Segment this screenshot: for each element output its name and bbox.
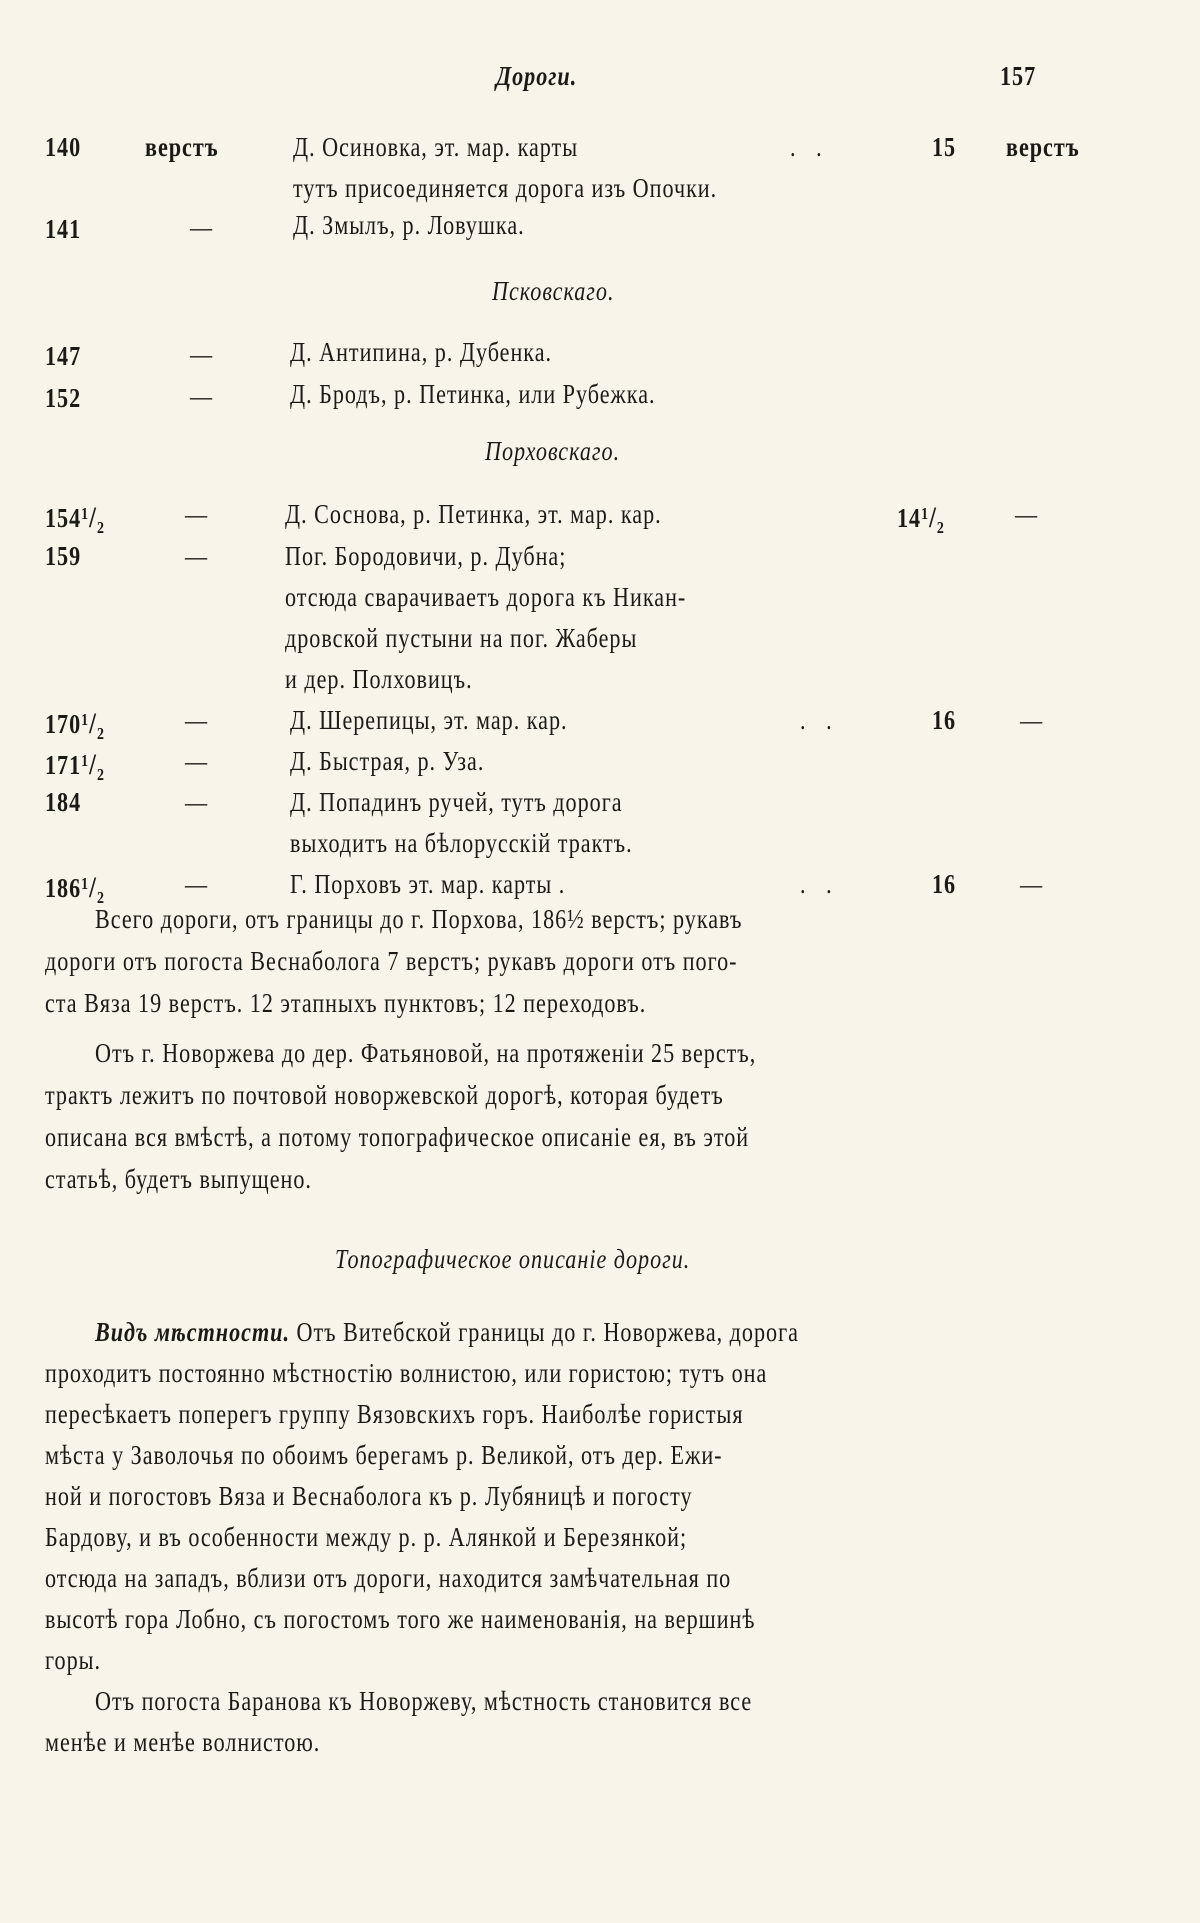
row-verst — [45, 704, 118, 750]
row-unit — [190, 380, 218, 412]
distance-number: 15 — [932, 132, 957, 162]
verst-number: 159 — [45, 541, 82, 571]
paragraph-text: описана вся вмѣстѣ, а потому топографическое описаніе ея, въ этой — [45, 1122, 750, 1152]
fraction-denominator: 2 — [96, 765, 105, 784]
paragraph-text: проходитъ постоянно мѣстностію волнистою, или гористою; тутъ она — [45, 1358, 768, 1388]
verst-number: 152 — [45, 383, 82, 413]
paragraph-text: высотѣ гора Лобно, съ погостомъ того же наименованія, на вершинѣ — [45, 1604, 756, 1634]
row-place — [293, 131, 641, 163]
fraction-slash: / — [89, 501, 97, 534]
paragraph-text: отсюда на западъ, вблизи отъ дороги, находится замѣчательная по — [45, 1563, 732, 1593]
ditto-dash: — — [185, 499, 209, 529]
row-dots — [790, 131, 830, 163]
summary-line — [95, 903, 884, 935]
fraction-numerator: 1 — [81, 710, 90, 729]
baranova-line — [45, 1726, 381, 1758]
row-verst — [45, 540, 89, 572]
row-unit — [185, 786, 213, 818]
section-heading-text: Псковскаго. — [492, 276, 615, 306]
unit-label: верстъ — [145, 132, 219, 162]
leader-dots: . . — [790, 132, 823, 162]
fraction-denominator: 2 — [96, 888, 105, 907]
row-unit — [185, 498, 213, 530]
row-unit — [145, 131, 235, 163]
continuation-text: тутъ присоединяется дорога изъ Опочки. — [293, 173, 718, 203]
row-distance-unit — [1015, 498, 1043, 530]
continuation-text: дровской пустыни на пог. Жаберы — [285, 623, 638, 653]
row-place — [290, 704, 629, 736]
place-text: Д. Осиновка, эт. мар. карты — [293, 132, 579, 162]
row-unit — [185, 540, 213, 572]
ditto-dash: — — [1015, 499, 1039, 529]
leader-dots: . . — [800, 705, 833, 735]
row-place — [293, 209, 576, 241]
row-continuation — [285, 663, 514, 695]
paragraph-text: мѣста у Заволочья по обоимъ берегамъ р. Великой, отъ дер. Ежи- — [45, 1440, 723, 1470]
verst-number: 186 — [45, 873, 82, 903]
terrain-line — [45, 1521, 828, 1553]
row-unit — [190, 338, 218, 370]
place-text: Д. Антипина, р. Дубенка. — [290, 337, 553, 367]
row-place — [290, 378, 736, 410]
row-distance — [897, 498, 955, 544]
ditto-dash: — — [185, 787, 209, 817]
place-text: Д. Соснова, р. Петинка, эт. мар. кар. — [285, 499, 662, 529]
ditto-dash: — — [1020, 869, 1044, 899]
row-place — [290, 336, 610, 368]
ditto-dash: — — [190, 339, 214, 369]
summary-line — [45, 945, 890, 977]
terrain-line — [45, 1398, 897, 1430]
paragraph-text: пересѣкаетъ поперегъ группу Вязовскихъ горъ. Наиболѣе гористыя — [45, 1399, 744, 1429]
terrain-line — [95, 1316, 953, 1348]
paragraph-text: Всего дороги, отъ границы до г. Порхова, 186½ верстъ; рукавъ — [95, 904, 743, 934]
row-continuation — [285, 622, 715, 654]
baranova-line — [95, 1685, 896, 1717]
leader-dots: . . — [800, 869, 833, 899]
paragraph-text: Отъ погоста Баранова къ Новоржеву, мѣстность становится все — [95, 1686, 753, 1716]
running-head-text: Дороги. — [496, 61, 578, 91]
fraction-numerator: 1 — [81, 751, 90, 770]
ditto-dash: — — [190, 381, 214, 411]
distance-number: 16 — [932, 869, 957, 899]
terrain-line — [45, 1480, 835, 1512]
fraction-denominator: 2 — [96, 518, 105, 537]
running-head — [496, 60, 595, 92]
row-verst — [45, 498, 118, 544]
page-number-text: 157 — [1000, 61, 1037, 91]
terrain-line — [45, 1562, 882, 1594]
fraction-slash: / — [89, 871, 97, 904]
fraction-numerator: 1 — [81, 874, 90, 893]
verst-number: 171 — [45, 750, 82, 780]
row-distance — [932, 131, 961, 163]
place-text: Пог. Бородовичи, р. Дубна; — [285, 541, 567, 571]
row-place — [290, 868, 626, 900]
paragraph-text: ста Вяза 19 верстъ. 12 этапныхъ пунктовъ; 12 переходовъ. — [45, 988, 647, 1018]
terrain-line — [45, 1603, 911, 1635]
row-place — [285, 498, 744, 530]
paragraph-text: горы. — [45, 1645, 102, 1675]
place-text: Г. Порховъ эт. мар. карты . — [290, 869, 566, 899]
fraction-slash: / — [89, 748, 97, 781]
place-text: Д. Бродъ, р. Петинка, или Рубежка. — [290, 379, 656, 409]
row-continuation — [290, 827, 708, 859]
row-distance-unit — [1020, 704, 1048, 736]
section-heading-text: Порховскаго. — [485, 436, 621, 466]
fraction-denominator: 2 — [936, 518, 945, 537]
place-text: Д. Шерепицы, эт. мар. кар. — [290, 705, 568, 735]
distance-unit: верстъ — [1006, 132, 1080, 162]
ditto-dash: — — [185, 746, 209, 776]
fraction-slash: / — [929, 501, 937, 534]
fraction-slash: / — [89, 707, 97, 740]
verst-number: 147 — [45, 341, 82, 371]
row-distance — [932, 868, 961, 900]
row-verst — [45, 786, 89, 818]
fraction-numerator: 1 — [81, 504, 90, 523]
row-place — [285, 540, 628, 572]
topo-heading-text: Топографическое описаніе дороги. — [335, 1244, 691, 1274]
novorzhev-line — [45, 1163, 371, 1195]
row-continuation — [285, 581, 774, 613]
row-continuation — [293, 172, 810, 204]
row-dots — [800, 868, 840, 900]
row-distance-unit — [1020, 868, 1048, 900]
paragraph-text: дороги отъ погоста Веснаболога 7 верстъ; рукавъ дороги отъ пого- — [45, 946, 738, 976]
paragraph-text: менѣе и менѣе волнистою. — [45, 1727, 321, 1757]
ditto-dash: — — [185, 541, 209, 571]
row-verst — [45, 340, 89, 372]
fraction-denominator: 2 — [96, 724, 105, 743]
row-unit — [190, 211, 218, 243]
section-heading — [492, 275, 641, 307]
ditto-dash: — — [185, 869, 209, 899]
terrain-line — [45, 1644, 113, 1676]
row-verst — [45, 745, 118, 791]
distance-number: 16 — [932, 705, 957, 735]
row-place — [290, 786, 696, 818]
terrain-line — [45, 1439, 871, 1471]
paragraph-text: статьѣ, будетъ выпущено. — [45, 1164, 312, 1194]
ditto-dash: — — [185, 705, 209, 735]
novorzhev-line — [45, 1079, 873, 1111]
fraction-numerator: 1 — [921, 504, 930, 523]
row-unit — [185, 868, 213, 900]
place-text: Д. Змылъ, р. Ловушка. — [293, 210, 525, 240]
row-verst — [45, 213, 89, 245]
continuation-text: и дер. Полховицъ. — [285, 664, 473, 694]
novorzhev-line — [95, 1037, 901, 1069]
row-verst — [45, 382, 89, 414]
section-heading — [485, 435, 650, 467]
distance-number: 14 — [897, 503, 922, 533]
verst-number: 154 — [45, 503, 82, 533]
continuation-text: отсюда сварачиваетъ дорога къ Никан- — [285, 582, 687, 612]
ditto-dash: — — [190, 212, 214, 242]
paragraph-text: Отъ г. Новоржева до дер. Фатьяновой, на протяженіи 25 верстъ, — [95, 1038, 757, 1068]
row-place — [290, 745, 527, 777]
place-text: Д. Попадинъ ручей, тутъ дорога — [290, 787, 623, 817]
page-number — [1000, 60, 1044, 92]
summary-line — [45, 987, 778, 1019]
row-unit — [185, 745, 213, 777]
novorzhev-line — [45, 1121, 904, 1153]
paragraph-text: Отъ Витебской границы до г. Новоржева, дорога — [296, 1317, 799, 1347]
topo-heading — [335, 1243, 768, 1275]
paragraph-text: трактъ лежитъ по почтовой новоржевской дорогѣ, которая будетъ — [45, 1080, 724, 1110]
row-distance-unit — [1006, 131, 1096, 163]
verst-number: 184 — [45, 787, 82, 817]
place-text: Д. Быстрая, р. Уза. — [290, 746, 485, 776]
verst-number: 141 — [45, 214, 82, 244]
ditto-dash: — — [1020, 705, 1044, 735]
terrain-lead: Видъ мѣстности. — [95, 1317, 290, 1347]
paragraph-text: Бардову, и въ особенности между р. р. Алянкой и Березянкой; — [45, 1522, 688, 1552]
terrain-line — [45, 1357, 926, 1389]
continuation-text: выходитъ на бѣлорусскій трактъ. — [290, 828, 633, 858]
row-unit — [185, 704, 213, 736]
verst-number: 140 — [45, 132, 82, 162]
row-distance — [932, 704, 961, 736]
row-dots — [800, 704, 840, 736]
paragraph-text: ной и погостовъ Вяза и Веснаболога къ р. Лубяницѣ и погосту — [45, 1481, 693, 1511]
row-verst — [45, 131, 89, 163]
verst-number: 170 — [45, 709, 82, 739]
